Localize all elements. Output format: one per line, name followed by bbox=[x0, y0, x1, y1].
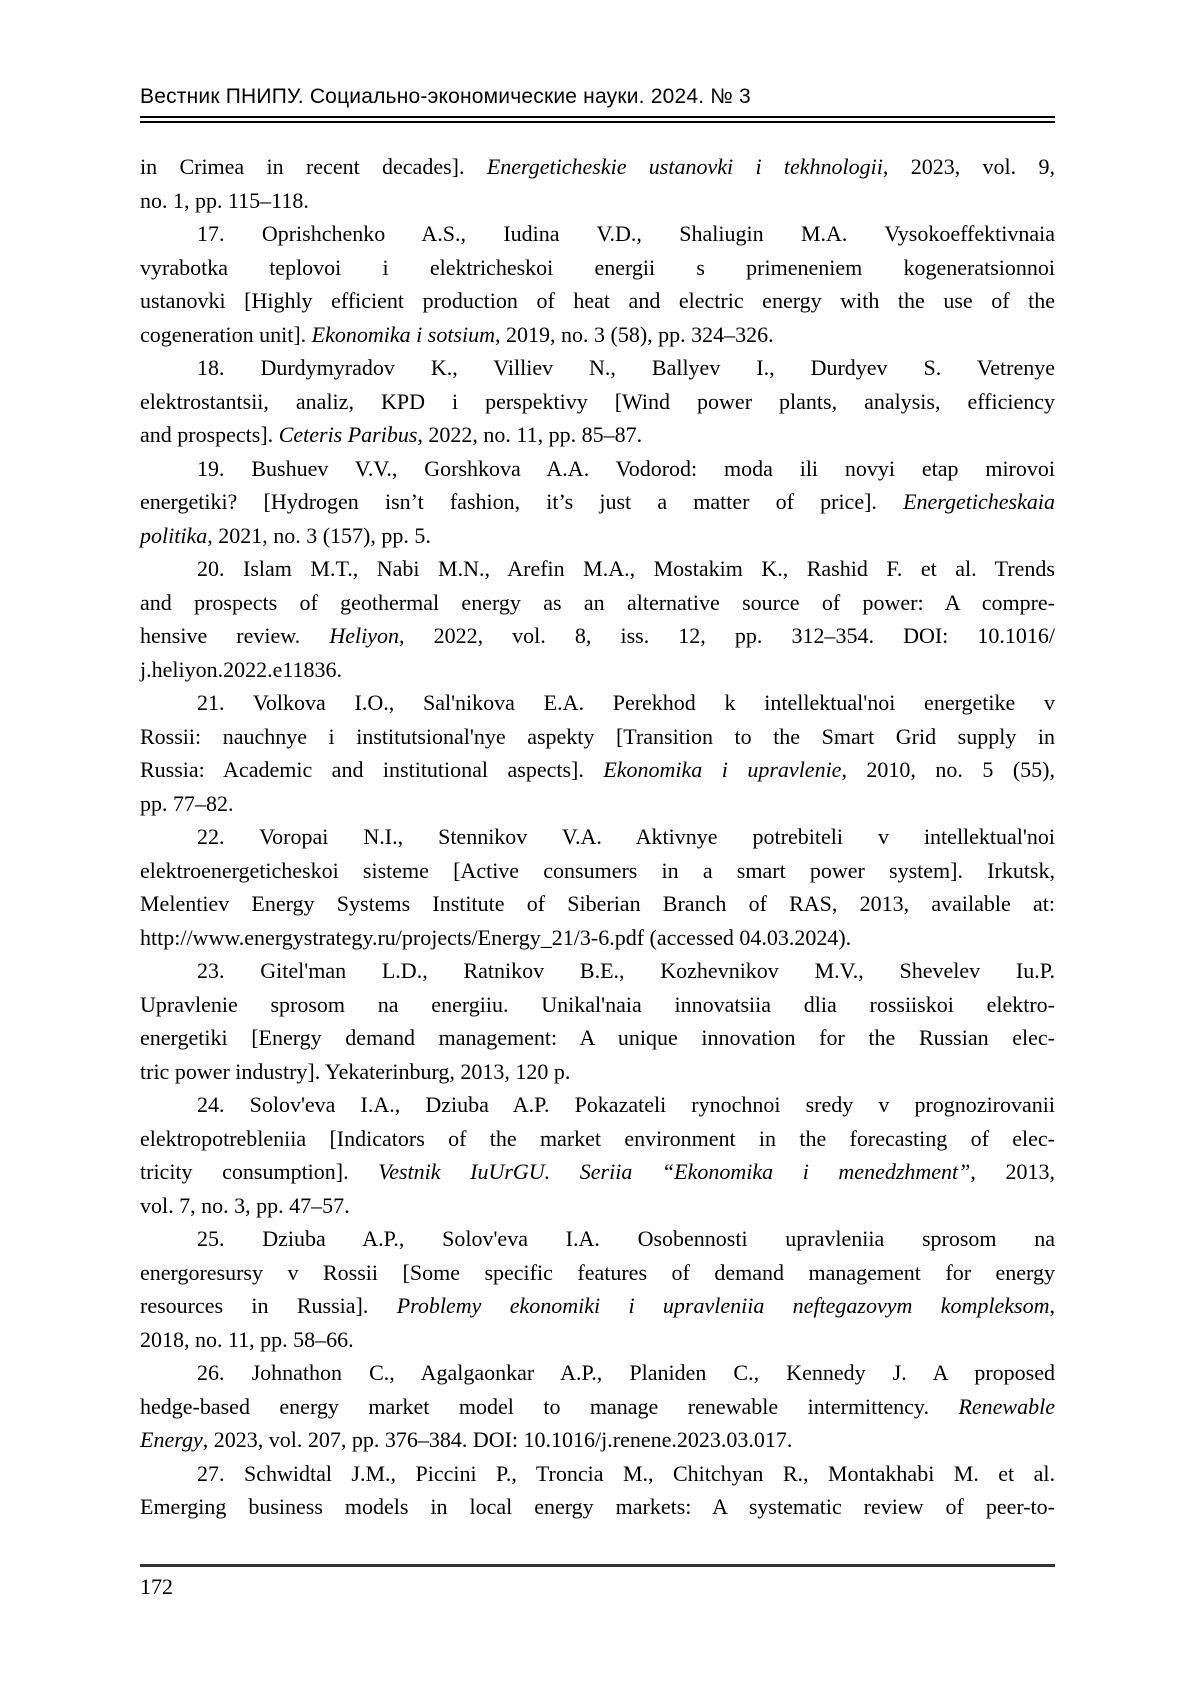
reference-text: vyrabotka teplovoi i elektricheskoi energii s primeneniem kogeneratsionnoi bbox=[140, 254, 1055, 280]
reference-paragraph bbox=[140, 686, 1055, 820]
reference-text: 24. Solov'eva I.A., Dziuba A.P. Pokazateli rynochnoi sredy v prognozirovanii bbox=[197, 1092, 1055, 1117]
reference-line bbox=[140, 485, 1055, 519]
reference-text: , 2010, no. 5 (55), bbox=[841, 757, 1055, 782]
reference-text: 20. Islam M.T., Nabi M.N., Arefin M.A., Mostakim K., Rashid F. et al. Trends bbox=[197, 556, 1055, 581]
reference-line bbox=[140, 787, 1055, 821]
reference-line bbox=[140, 619, 1055, 653]
reference-text: elektroenergeticheskoi sisteme [Active consumers in a smart power system]. Irkutsk, bbox=[140, 857, 1055, 883]
journal-title-italic: Ekonomika i upravlenie bbox=[603, 757, 842, 782]
journal-title-italic: Energeticheskie ustanovki i tekhnologii bbox=[486, 154, 883, 179]
reference-text: 22. Voropai N.I., Stennikov V.A. Aktivnye potrebiteli v intellektual'noi bbox=[197, 824, 1055, 849]
reference-line bbox=[140, 552, 1055, 586]
reference-text: energetiki [Energy demand management: A unique innovation for the Russian elec- bbox=[140, 1025, 1055, 1050]
reference-line bbox=[140, 586, 1055, 620]
journal-title-italic: Heliyon bbox=[329, 623, 399, 648]
reference-line bbox=[140, 1021, 1055, 1055]
reference-line bbox=[140, 1155, 1055, 1189]
reference-text: 19. Bushuev V.V., Gorshkova A.A. Vodorod: moda ili novyi etap mirovoi bbox=[197, 455, 1055, 481]
reference-line bbox=[140, 1490, 1055, 1524]
reference-line bbox=[140, 1189, 1055, 1223]
reference-text: Emerging business models in local energy markets: A systematic review of peer-to- bbox=[140, 1494, 1055, 1519]
reference-text: ustanovki [Highly efficient production of heat and electric energy with the use of the bbox=[140, 288, 1055, 313]
journal-title-italic: Renewable bbox=[958, 1393, 1055, 1419]
reference-line bbox=[140, 921, 1055, 955]
reference-text: elektrostantsii, analiz, KPD i perspektivy [Wind power plants, analysis, efficiency bbox=[140, 388, 1055, 414]
journal-header: Вестник ПНИПУ. Социально-экономические науки. 2024. № 3 bbox=[140, 84, 1055, 123]
reference-line bbox=[140, 1423, 1055, 1457]
reference-line bbox=[140, 854, 1055, 888]
reference-paragraph bbox=[140, 217, 1055, 351]
reference-text: , 2019, no. 3 (58), pp. 324–326. bbox=[495, 321, 774, 347]
page-footer bbox=[140, 1564, 1055, 1600]
reference-line bbox=[140, 1356, 1055, 1390]
reference-text: hensive review. bbox=[140, 623, 330, 648]
journal-title-italic: politika bbox=[140, 522, 208, 548]
reference-text: and prospects]. bbox=[140, 422, 279, 447]
reference-text: 23. Gitel'man L.D., Ratnikov B.E., Kozhevnikov M.V., Shevelev Iu.P. bbox=[197, 958, 1055, 983]
reference-paragraph bbox=[140, 351, 1055, 452]
reference-text: , 2022, vol. 8, iss. 12, pp. 312–354. DOI: 10.1016/ bbox=[398, 623, 1055, 648]
reference-line bbox=[140, 954, 1055, 988]
reference-line bbox=[140, 753, 1055, 787]
reference-text: and prospects of geothermal energy as an alternative source of power: A compre- bbox=[140, 589, 1055, 615]
reference-text: 25. Dziuba A.P., Solov'eva I.A. Osobennosti upravleniia sprosom na bbox=[197, 1226, 1055, 1251]
reference-text: , 2021, no. 3 (157), pp. 5. bbox=[207, 522, 431, 548]
reference-text: 2018, no. 11, pp. 58–66. bbox=[140, 1326, 354, 1352]
reference-text: , 2022, no. 11, pp. 85–87. bbox=[417, 422, 643, 447]
reference-line bbox=[140, 720, 1055, 754]
reference-line bbox=[140, 1289, 1055, 1323]
reference-line bbox=[140, 1390, 1055, 1424]
reference-text: pp. 77–82. bbox=[140, 790, 234, 816]
journal-title-italic: Problemy ekonomiki i upravleniia neftegazovym kompleksom bbox=[396, 1293, 1050, 1318]
reference-text: tric power industry]. Yekaterinburg, 2013, 120 p. bbox=[140, 1058, 571, 1084]
reference-line bbox=[140, 1323, 1055, 1357]
reference-line bbox=[140, 820, 1055, 854]
reference-text: no. 1, pp. 115–118. bbox=[140, 187, 309, 213]
journal-title-italic: Vestnik IuUrGU. Seriia “Ekonomika i menedzhment” bbox=[378, 1159, 971, 1184]
reference-text: , 2013, bbox=[970, 1159, 1055, 1184]
reference-text: resources in Russia]. bbox=[140, 1293, 397, 1318]
reference-text: vol. 7, no. 3, pp. 47–57. bbox=[140, 1192, 350, 1218]
document-page bbox=[140, 0, 1055, 1524]
reference-text: j.heliyon.2022.e11836. bbox=[140, 656, 343, 682]
page-number: 172 bbox=[140, 1574, 173, 1599]
reference-text: Russia: Academic and institutional aspects]. bbox=[140, 757, 604, 782]
reference-text: elektropotrebleniia [Indicators of the market environment in the forecasting of elec- bbox=[140, 1125, 1055, 1151]
reference-line bbox=[140, 519, 1055, 553]
reference-line bbox=[140, 1222, 1055, 1256]
reference-text: , bbox=[1049, 1293, 1055, 1318]
reference-line bbox=[140, 686, 1055, 720]
reference-line bbox=[140, 318, 1055, 352]
reference-text: 21. Volkova I.O., Sal'nikova E.A. Perekhod k intellektual'noi energetike v bbox=[197, 690, 1055, 715]
reference-text: tricity consumption]. bbox=[140, 1159, 379, 1184]
reference-paragraph bbox=[140, 1222, 1055, 1356]
reference-line bbox=[140, 1088, 1055, 1122]
reference-line bbox=[140, 284, 1055, 318]
journal-title-italic: Ceteris Paribus bbox=[278, 422, 418, 447]
reference-line bbox=[140, 988, 1055, 1022]
reference-text: energoresursy v Rossii [Some specific features of demand management for energy bbox=[140, 1259, 1055, 1285]
reference-text: energetiki? [Hydrogen isn’t fashion, it’s just a matter of price]. bbox=[140, 489, 904, 514]
reference-text: http://www.energystrategy.ru/projects/Energy_21/3-6.pdf (accessed 04.03.2024). bbox=[140, 924, 852, 950]
reference-text: 18. Durdymyradov K., Villiev N., Ballyev I., Durdyev S. Vetrenye bbox=[197, 355, 1055, 380]
reference-paragraph bbox=[140, 954, 1055, 1088]
reference-paragraph bbox=[140, 820, 1055, 954]
reference-paragraph bbox=[140, 1356, 1055, 1457]
reference-line bbox=[140, 184, 1055, 218]
reference-line bbox=[140, 217, 1055, 251]
reference-text: , 2023, vol. 9, bbox=[882, 154, 1055, 179]
reference-line bbox=[140, 385, 1055, 419]
reference-line bbox=[140, 1122, 1055, 1156]
reference-line bbox=[140, 1457, 1055, 1491]
reference-line bbox=[140, 251, 1055, 285]
reference-text: cogeneration unit]. bbox=[140, 321, 312, 347]
reference-line bbox=[140, 351, 1055, 385]
reference-paragraph bbox=[140, 452, 1055, 553]
reference-line bbox=[140, 1055, 1055, 1089]
reference-line bbox=[140, 653, 1055, 687]
reference-text: Rossii: nauchnye i institutsional'nye aspekty [Transition to the Smart Grid supply in bbox=[140, 723, 1055, 749]
reference-text: Melentiev Energy Systems Institute of Siberian Branch of RAS, 2013, available at: bbox=[140, 891, 1055, 916]
reference-paragraph bbox=[140, 1457, 1055, 1524]
journal-title-italic: Energy bbox=[140, 1427, 203, 1452]
reference-line bbox=[140, 1256, 1055, 1290]
journal-title-italic: Ekonomika i sotsium bbox=[311, 321, 495, 347]
reference-text: , 2023, vol. 207, pp. 376–384. DOI: 10.1016/j.renene.2023.03.017. bbox=[202, 1427, 793, 1452]
reference-paragraph bbox=[140, 1088, 1055, 1222]
reference-line bbox=[140, 418, 1055, 452]
reference-text: 26. Johnathon C., Agalgaonkar A.P., Planiden C., Kennedy J. A proposed bbox=[197, 1360, 1055, 1385]
journal-title-italic: Energeticheskaia bbox=[903, 489, 1055, 514]
reference-line bbox=[140, 887, 1055, 921]
reference-text: 27. Schwidtal J.M., Piccini P., Troncia M., Chitchyan R., Montakhabi M. et al. bbox=[197, 1460, 1055, 1486]
reference-paragraph bbox=[140, 552, 1055, 686]
references-list bbox=[140, 150, 1055, 1524]
reference-text: in Crimea in recent decades]. bbox=[140, 154, 487, 179]
reference-paragraph bbox=[140, 150, 1055, 217]
reference-text: Upravlenie sprosom na energiiu. Unikal'naia innovatsiia dlia rossiiskoi elektro- bbox=[140, 991, 1055, 1017]
reference-line bbox=[140, 150, 1055, 184]
reference-text: hedge-based energy market model to manage renewable intermittency. bbox=[140, 1393, 959, 1419]
reference-line bbox=[140, 452, 1055, 486]
reference-text: 17. Oprishchenko A.S., Iudina V.D., Shaliugin M.A. Vysokoeffektivnaia bbox=[197, 221, 1055, 246]
